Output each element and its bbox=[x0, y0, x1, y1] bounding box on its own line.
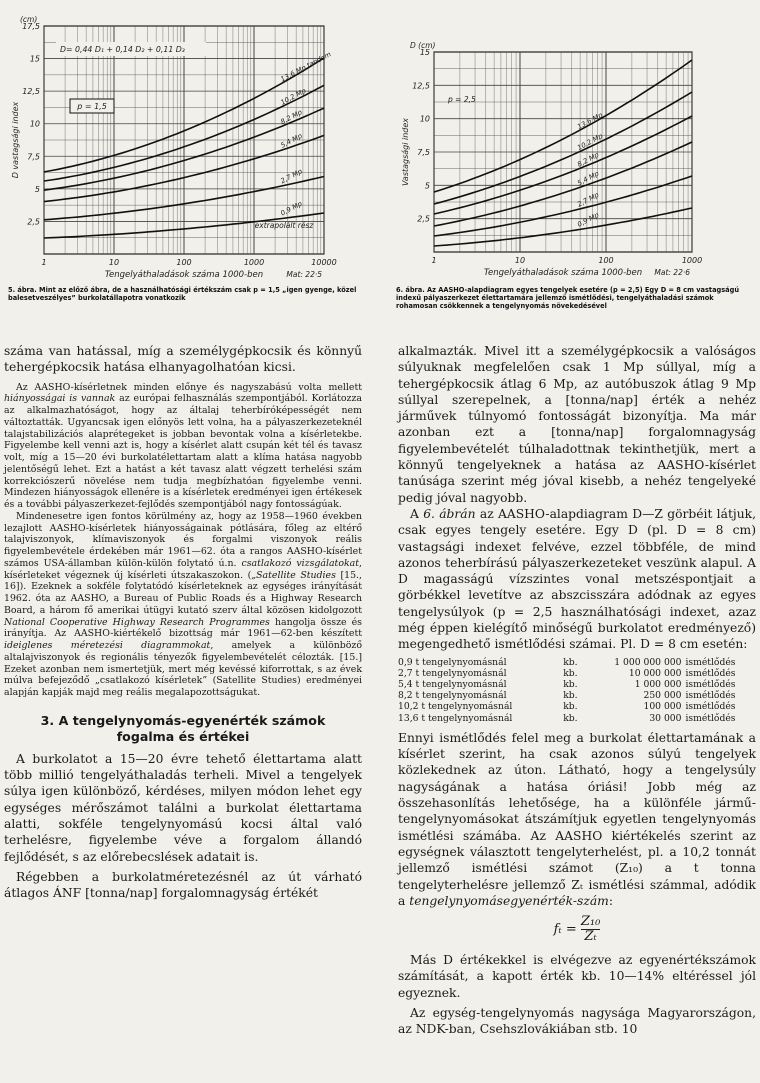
repetition-load: 0,9 t tengelynyomásnál bbox=[398, 656, 507, 668]
left-paragraph-2: Az AASHO-kísérletnek minden előnye és nagyszabású volta mellett hiányosságai is vannak az európai felhasználás szempontjából. Korlátozza az alkalmazhatóságot, hogy az általaj teherbíróképességét nem változtatták. Ugyancsak igen előnyös lett volna, ha a pályaszerkezeteknél talajstabilizációs alaprétegeket is jobban bevontak volna a kísérletekbe. Figyelembe kell venni azt is, hogy a kísérlet alatt csupán két tél és tavasz volt, míg a 15—20 évi burkolatélettartam alatt a klíma hatása nagyobb jelentőségű lehet. Ezt a hatást a két tavasz alatt végzett terhelési szám korrekciószerű növelése nem tudja megbízhatóan figyelembe venni. Mindezen hiányosságok ellenére is a kísérletek eredményei igen értékesek és a további pályaszerkezet-fejlődés szempontjából nagy fontosságúak. bbox=[4, 381, 362, 511]
left-column bbox=[4, 343, 362, 902]
x-tick-label: 1000 bbox=[681, 256, 703, 265]
repetition-row bbox=[398, 679, 756, 690]
repetition-num: 30 000 bbox=[649, 712, 682, 724]
repetition-num: 250 000 bbox=[643, 690, 682, 702]
right-column bbox=[398, 343, 756, 1038]
repetition-num: 10 000 000 bbox=[628, 667, 682, 679]
x-tick-label: 10 bbox=[108, 258, 120, 267]
repetition-row bbox=[398, 657, 756, 668]
equivalence-formula: fₜ = $\frac{\text{Z₁₀}}{\text{Zₜ}}$ bbox=[553, 914, 601, 945]
source-label: Mat: 22·5 bbox=[286, 270, 322, 279]
y-tick-label: 7,5 bbox=[27, 152, 40, 162]
y-tick-label: 5 bbox=[34, 184, 40, 194]
repetition-row bbox=[398, 668, 756, 679]
y-tick-label: 2,5 bbox=[27, 217, 40, 227]
right-paragraph-1: alkalmazták. Mivel itt a személygépkocsik a valóságos súlyuknak megfelelően csak 1 Mp súllyal, míg a tehergépkocsik átlag 6 Mp, az autóbuszok átlag 9 Mp súllyal szerepelnek, a [tonna/nap] érték a nehéz járművek túlnyomó fontosságát bizonyítja. Ma már azonban ezt a [tonna/nap] forgalomnagyság figyelembevételét túlhaladottnak tekinthetjük, mert a könnyű tengelyeknek a hatása az AASHO-kísérlet tanúsága szerint még jóval kisebb, a nehéz tengelyeké pedig jóval nagyobb. bbox=[398, 344, 756, 505]
repetition-row bbox=[398, 690, 756, 701]
repetition-unit: ismétlődés bbox=[685, 656, 736, 668]
y-tick-label: 15 bbox=[29, 54, 40, 64]
repetition-unit: ismétlődés bbox=[685, 690, 736, 702]
repetition-num: 1 000 000 bbox=[634, 679, 682, 691]
repetition-num: 1 000 000 000 bbox=[614, 656, 682, 668]
repetition-load: 10,2 t tengelynyomásnál bbox=[398, 701, 513, 713]
curve-label: 8,2 Mp bbox=[279, 108, 304, 127]
repetition-unit: ismétlődés bbox=[685, 701, 736, 713]
y-tick-label: 17,5 bbox=[22, 22, 40, 31]
repetition-load: 5,4 t tengelynyomásnál bbox=[398, 679, 507, 691]
data-curve bbox=[434, 60, 692, 192]
right-paragraph-5: Az egység-tengelynyomás nagysága Magyarországon, az NDK-ban, Csehszlovákiában stb. 10 bbox=[398, 1006, 756, 1037]
repetition-kb: kb. bbox=[563, 712, 578, 724]
p-value-label: p = 1,5 bbox=[77, 102, 107, 111]
repetition-load: 8,2 t tengelynyomásnál bbox=[398, 690, 507, 702]
repetition-unit: ismétlődés bbox=[685, 679, 736, 691]
extrapolated-note: extrapolált rész bbox=[254, 221, 314, 230]
curve-label: 8,2 Mp bbox=[576, 150, 601, 169]
source-label: Mat: 22·6 bbox=[654, 268, 690, 277]
y-axis-label: Vastagsági index bbox=[401, 117, 410, 187]
y-unit-label: (cm) bbox=[20, 15, 38, 24]
repetition-load: 2,7 t tengelynyomásnál bbox=[398, 667, 507, 679]
repetition-unit: ismétlődés bbox=[685, 667, 736, 679]
left-paragraph-1: száma van hatással, míg a személygépkocsik és könnyű tehergépkocsik hatása elhanyagolhatóan kicsi. bbox=[4, 344, 362, 375]
x-tick-label: 10000 bbox=[311, 258, 337, 267]
repetition-kb: kb. bbox=[563, 667, 578, 679]
repetition-row bbox=[398, 701, 756, 712]
y-tick-label: 2,5 bbox=[417, 214, 430, 224]
curve-label: 0,9 Mp bbox=[279, 199, 304, 218]
y-tick-label: 12,5 bbox=[22, 87, 40, 97]
curve-label: 2,7 Mp bbox=[576, 190, 601, 209]
x-tick-label: 100 bbox=[176, 258, 192, 267]
repetition-num: 100 000 bbox=[643, 701, 682, 713]
y-tick-label: 10 bbox=[29, 119, 40, 129]
data-curve bbox=[434, 116, 692, 214]
y-tick-label: 10 bbox=[419, 114, 430, 124]
x-tick-label: 10 bbox=[514, 256, 526, 265]
curve-label: 13,6 Mp tandem bbox=[279, 50, 333, 84]
curve-label: 5,4 Mp bbox=[576, 169, 601, 188]
figure-5-caption: 5. ábra. Mint az előző ábra, de a használhatósági értékszám csak p = 1,5 „igen gyenge, közel balesetveszélyes” burkolatállapotra vonatkozik bbox=[8, 286, 357, 302]
curve-label: 5,4 Mp bbox=[279, 131, 304, 150]
left-paragraph-5: Régebben a burkolatméretezésnél az út várható átlagos ÁNF [tonna/nap] forgalomnagyság értékét bbox=[4, 869, 362, 901]
curve-label: 10,2 Mp bbox=[576, 132, 605, 153]
curve-label: 13,6 Mp bbox=[576, 111, 605, 132]
x-axis-label: Tengelyáthaladások száma 1000-ben bbox=[104, 270, 264, 280]
right-paragraph-3: Ennyi ismétlődés felel meg a burkolat élettartamának a kísérlet szerint, ha csak azonos súlyú tengelyek közlekednek az úton. Látható, hogy a tengelysúly nagyságának a hatása óriási! Jobb még az összehasonlítás lehetősége, ha a különféle jármű-tengelynyomásokat átszámítjuk egyetlen tengelynyomás ismétlési számába. Az AASHO kiértékelés szerint az egységnek választott tengelyterhelést, pl. a 10,2 tonnát jellemző ismétlési számot (Z₁₀) a t tonna tengelyterhelésre jellemző Zₜ ismétlési számmal, adódik a tengelynyomásegyenérték-szám: bbox=[398, 730, 756, 908]
right-paragraph-4: Más D értékekkel is elvégezve az egyenértékszámok számítását, a kapott érték kb. 10—14% eltéréssel jól egyeznek. bbox=[398, 953, 756, 1000]
figure-6-caption: 6. ábra. Az AASHO-alapdiagram egyes tengelyek esetére (p = 2,5) Egy D = 8 cm vastagságú indexű pályaszerkezet élettartamára jellemző ismétlődési, tengelyáthaladási számok rohamosan csökkennek a tengelynyomás növekedésével bbox=[396, 286, 740, 310]
right-paragraph-2: A 6. ábrán az AASHO-alapdiagram D—Z görbéit látjuk, csak egyes tengely esetére. Egy D (pl. D = 8 cm) vastagsági indexet felvéve, ezzel többféle, de mind azonos teherbírású pályaszerkezeteket veszünk alapul. A D magasságú vízszintes vonal metszéspontjait a görbékkel levetítve az abszcisszára adódnak az egyes tengelysúlyok (p = 2,5 használhatósági indexet, azaz még éppen kielégítő minőségű burkolatot eredményező) megengedhető ismétlődési számai. Pl. D = 8 cm esetén: bbox=[398, 506, 756, 652]
y-tick-label: 15 bbox=[419, 48, 430, 57]
figure-5-chart bbox=[4, 4, 374, 280]
left-paragraph-3: Mindenesetre igen fontos körülmény az, hogy az 1958—1960 években lezajlott AASHO-kísérletek hiányosságainak pótlására, főleg az eltérő talajviszonyok, klímaviszonyok és forgalmi viszonyok reális figyelembevétele érdekében már 1961—62. óta a rangos AASHO-kísérlet számos USA-államban külön-külön folytató ú.n. csatlakozó vizsgálatokat, kísérleteket végeznek új kísérleti útszakaszokon. („Satellite Studies [15., 16]). Ezeknek a sokféle folytatódó kísérleteknek az egységes irányítását 1962. óta az AASHO, a Bureau of Public Roads és a Highway Research Board, a három fő amerikai útügyi kutató szerv által közösen kidolgozott National Cooperative Highway Research Programmes hangolja össze és irányítja. Az AASHO-kiértékelő bizottság már 1961—62-ben készített ideiglenes méretezési diagrammokat, amelyek a különböző altalajviszonyok és regionális tényezők figyelembevételét célozták. [15.] Ezeket azonban nem ismertetjük, mert még kevéssé kiforrottak, s az évek múlva befejeződő „csatlakozó kísérletek” (Satellite Studies) eredményei alapján kapják majd meg reális megalapozottságukat. bbox=[4, 510, 362, 699]
y-tick-label: 12,5 bbox=[412, 81, 430, 91]
curve-label: 2,7 Mp bbox=[279, 167, 304, 186]
figure-6 bbox=[392, 30, 758, 278]
y-tick-label: 7,5 bbox=[417, 148, 430, 157]
y-unit-label: D (cm) bbox=[410, 41, 436, 50]
repetition-kb: kb. bbox=[563, 690, 578, 702]
curve-label: 0,9 Mp bbox=[576, 210, 601, 229]
y-tick-label: 5 bbox=[424, 181, 430, 191]
left-paragraph-4: A burkolatot a 15—20 évre tehető élettartama alatt több millió tengelyáthaladás terheli. Mivel a tengelyek súlya igen különböző, kérdéses, milyen módon lehet egy egységes mérőszámot találni a burkolat élettartama alatti, sokféle tengelynyomású kocsi által való terhelésre, figyelembe véve a forgalom állandó fejlődését, s az előrebecslések adatait is. bbox=[4, 751, 362, 864]
p-value-label: p = 2,5 bbox=[448, 95, 476, 104]
x-axis-label: Tengelyáthaladások száma 1000-ben bbox=[483, 268, 643, 278]
figure-5 bbox=[4, 4, 374, 280]
repetition-kb: kb. bbox=[563, 656, 578, 668]
design-formula: D= 0,44 D₁ + 0,14 D₂ + 0,11 D₃ bbox=[60, 45, 185, 54]
repetition-load: 13,6 t tengelynyomásnál bbox=[398, 712, 513, 724]
x-tick-label: 1000 bbox=[243, 258, 265, 267]
x-tick-label: 1 bbox=[41, 258, 47, 267]
x-tick-label: 1 bbox=[431, 256, 437, 265]
x-tick-label: 100 bbox=[598, 256, 614, 265]
data-curve bbox=[434, 92, 692, 204]
curve-label: 10,2 Mp bbox=[279, 86, 308, 107]
repetition-kb: kb. bbox=[563, 701, 578, 713]
repetition-row bbox=[398, 713, 756, 724]
y-axis-label: D vastagsági index bbox=[11, 101, 20, 179]
repetition-kb: kb. bbox=[563, 679, 578, 691]
section-heading: 3. A tengelynyomás-egyenérték számok fogalma és értékei bbox=[40, 712, 326, 744]
figure-6-chart bbox=[392, 30, 758, 278]
repetition-unit: ismétlődés bbox=[685, 712, 736, 724]
repetition-table bbox=[398, 657, 756, 724]
